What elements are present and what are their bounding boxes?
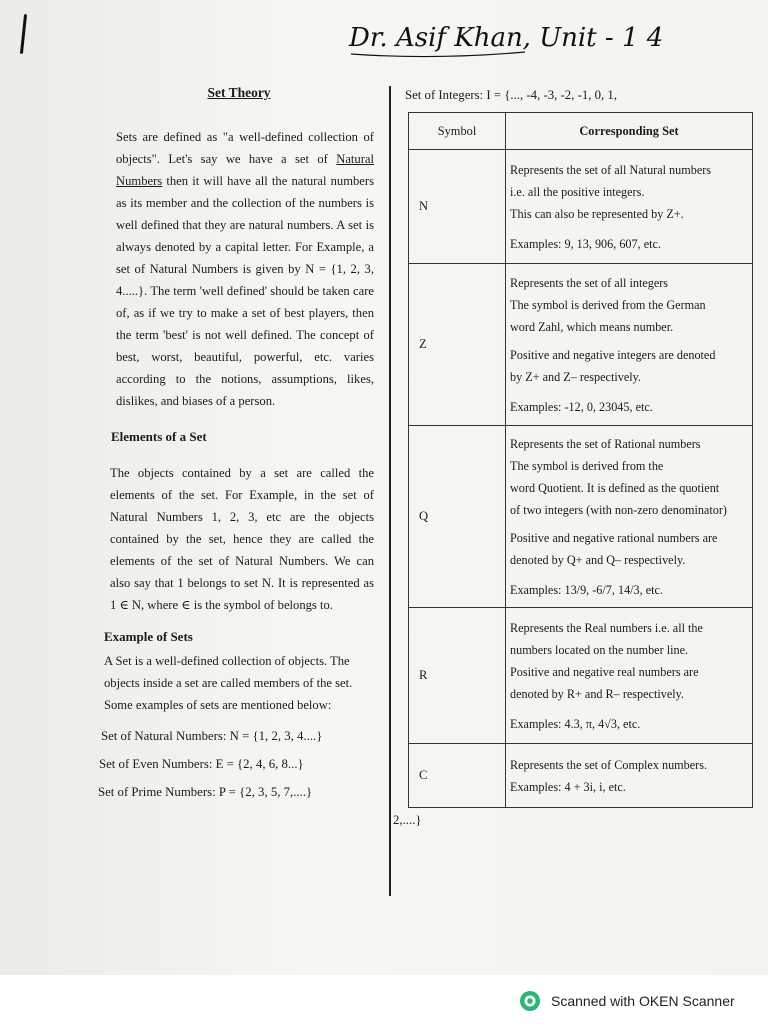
row-line: The symbol is derived from the German [510,297,706,312]
row-line: This can also be represented by Z+. [510,206,684,221]
row-line: The symbol is derived from the [510,458,664,473]
intro-text-2: then it will have all the natural numbers as its member and the collection of the numbers is well defined that they are natural numbers. A set is always denoted by a capital letter. For Example, a set of Natural Numbers is given by N = {1, 2, 3, 4.....}. The term 'well defined' should be taken care of, as if we try to make a set of best players, then the term 'best' is not well defined. The concept of best, worst, beautiful, powerful, etc. varies according to the notions, assumptions, likes, dislikes, and biases of a person. [116,174,374,408]
row-line: denoted by Q+ and Q– respectively. [510,552,686,567]
scanner-badge-text: Scanned with OKEN Scanner [551,993,735,1009]
table-row [409,264,753,426]
handwritten-header [345,10,665,68]
margin-pen-mark [20,14,27,54]
symbols-table [408,112,753,808]
row-line: Represents the Real numbers i.e. all the [510,620,703,635]
symbol-cell: C [409,744,506,808]
integers-set-continuation: 2,....} [393,813,422,827]
symbol-cell: Q [409,426,506,608]
description-cell [506,426,753,608]
elements-paragraph: The objects contained by a set are called the elements of the set. For Example, in the set of Natural Numbers 1, 2, 3, etc are the objects contained by the set, hence they are called the elements of the set of Natural Numbers. We can also say that 1 belongs to set N. It is represented as 1 ∈ N, where ∈ is the symbol of belongs to. [110,466,374,612]
oken-scanner-logo-icon [519,990,541,1012]
row-examples: Examples: 4 + 3i, i, etc. [510,779,626,794]
row-line: Represents the set of Rational numbers [510,436,701,451]
even-numbers-set: Set of Even Numbers: E = {2, 4, 6, 8...} [99,757,304,771]
row-line: by Z+ and Z– respectively. [510,369,641,384]
row-line: word Zahl, which means number. [510,319,674,334]
header-symbol: Symbol [409,113,506,150]
row-line: numbers located on the number line. [510,642,689,657]
intro-text-1: Sets are defined as "a well-defined collection of objects". Let's say we have a set of [116,130,374,166]
row-line: Represents the set of Complex numbers. [510,757,707,772]
examples-heading: Example of Sets [104,629,193,644]
examples-paragraph: A Set is a well-defined collection of objects. The objects inside a set are called members of the set. Some examples of sets are mentioned below: [104,654,353,712]
natural-numbers-link[interactable]: Natural Numbers [116,152,374,188]
row-line: Represents the set of all Natural numbers [510,162,712,177]
table-row [409,744,753,808]
natural-numbers-set: Set of Natural Numbers: N = {1, 2, 3, 4....} [101,729,323,743]
description-cell [506,608,753,744]
table-header-row [409,113,753,150]
row-line: Positive and negative integers are denoted [510,347,716,362]
description-cell [506,264,753,426]
integers-set-line: Set of Integers: I = {..., -4, -3, -2, -1, 0, 1, [405,88,618,102]
row-line: of two integers (with non-zero denominator) [510,502,727,517]
row-examples: Examples: -12, 0, 23045, etc. [510,399,653,414]
scanner-badge [519,990,735,1012]
prime-numbers-set: Set of Prime Numbers: P = {2, 3, 5, 7,....} [98,785,313,799]
row-line: Positive and negative rational numbers are [510,530,718,545]
description-cell [506,150,753,264]
row-examples: Examples: 13/9, -6/7, 14/3, etc. [510,582,663,597]
page-title: Set Theory [207,85,271,100]
symbol-cell: N [409,150,506,264]
handwritten-header-text: Dr. Asif Khan, Unit - 1 4 [349,23,664,53]
description-cell [506,744,753,808]
table-row [409,150,753,264]
row-line: word Quotient. It is defined as the quotient [510,480,720,495]
left-column [96,82,382,806]
symbol-cell: R [409,608,506,744]
elements-heading: Elements of a Set [111,429,207,444]
row-examples: Examples: 9, 13, 906, 607, etc. [510,236,661,251]
symbol-cell: Z [409,264,506,426]
row-line: Positive and negative real numbers are [510,664,699,679]
column-divider [389,86,391,896]
row-line: Represents the set of all integers [510,275,669,290]
row-line: i.e. all the positive integers. [510,184,645,199]
row-examples: Examples: 4.3, π, 4√3, etc. [510,716,641,731]
row-line: denoted by R+ and R– respectively. [510,686,684,701]
table-row [409,608,753,744]
header-corresponding-set: Corresponding Set [506,113,753,150]
table-row [409,426,753,608]
intro-paragraph [96,126,382,412]
